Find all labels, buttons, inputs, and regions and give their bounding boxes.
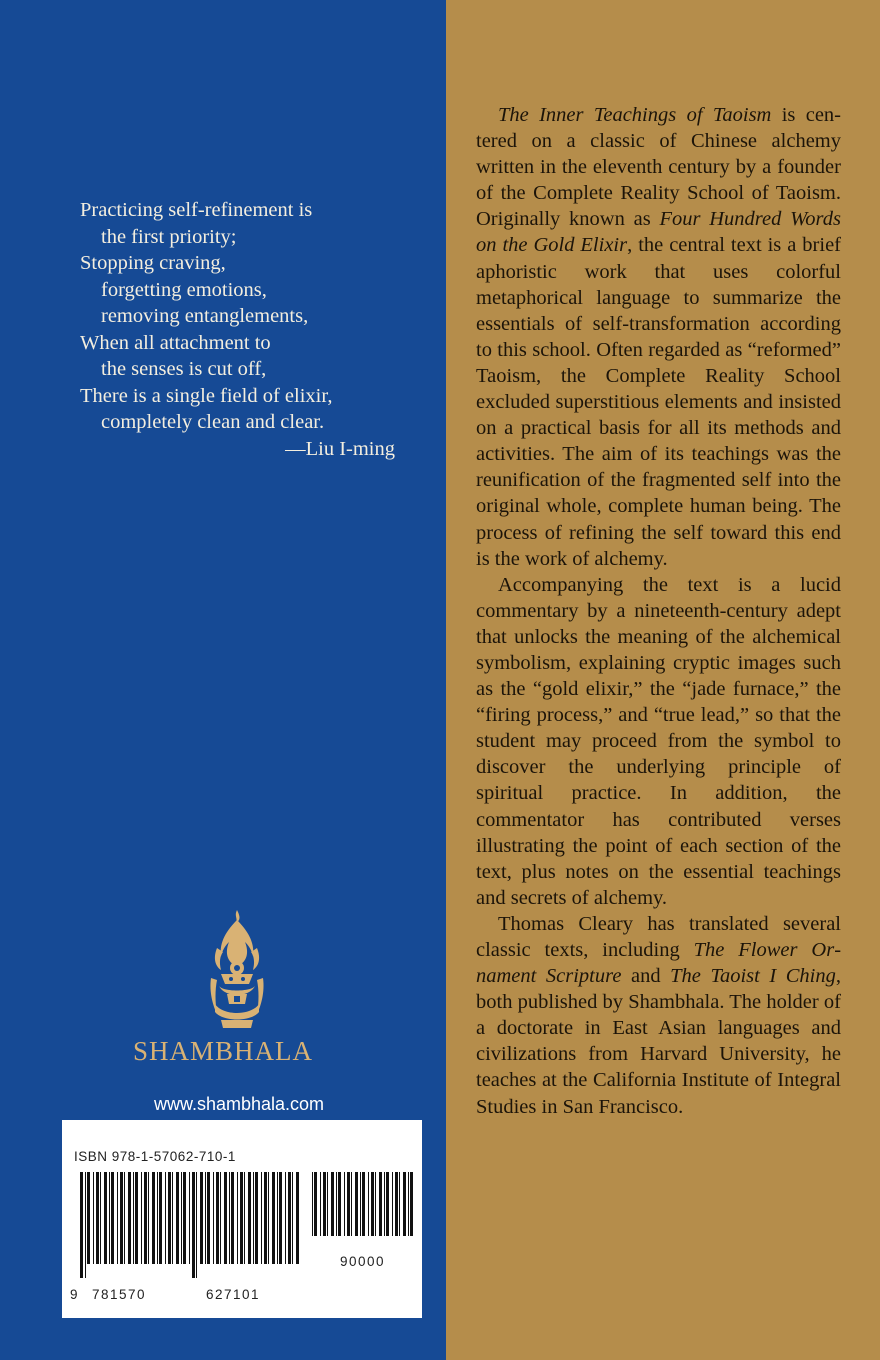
barcode-addon-bars: [312, 1172, 418, 1250]
barcode-bar: [216, 1172, 219, 1264]
barcode-bar: [327, 1172, 328, 1236]
barcode-bar: [368, 1172, 369, 1236]
original-title: Four Hundred Words on the Gold Elixir: [476, 208, 841, 257]
barcode-bar: [80, 1172, 83, 1278]
barcode-bar: [117, 1172, 118, 1264]
barcode-bar: [261, 1172, 262, 1264]
barcode-bar: [375, 1172, 376, 1236]
barcode-bar: [231, 1172, 234, 1264]
verse-line: completely clean and clear.: [101, 411, 325, 433]
barcode-bar: [399, 1172, 400, 1236]
barcode-bar: [240, 1172, 243, 1264]
translated-title-1: The Flower Ornament Scripture: [476, 939, 842, 988]
barcode-bar: [196, 1172, 197, 1278]
barcode-bar: [277, 1172, 278, 1264]
description-p3-text-b: , both published by Shambhala. The holder of a doctorate in East Asian languages and civilizations from Harvard University, he teaches at the California Institute of Integral Studies in San Francisco.: [476, 965, 841, 1118]
barcode-bar: [384, 1172, 385, 1236]
barcode-digits-group2: 627101: [206, 1287, 261, 1302]
barcode-bar: [96, 1172, 99, 1264]
barcode-bar: [144, 1172, 147, 1264]
barcode-bar: [220, 1172, 221, 1264]
verse-line: the first priority;: [101, 225, 237, 248]
verse-lines: [80, 197, 410, 436]
barcode-bar: [244, 1172, 245, 1264]
barcode-bar: [165, 1172, 166, 1264]
barcode-bar: [351, 1172, 352, 1236]
verse-line: the senses is cut off,: [101, 358, 267, 380]
verse-line: Stopping craving,: [80, 252, 226, 274]
barcode-bar: [360, 1172, 361, 1236]
barcode-bar: [362, 1172, 365, 1236]
barcode-bar: [320, 1172, 321, 1236]
barcode-bar: [379, 1172, 382, 1236]
barcode-bar: [85, 1172, 86, 1278]
barcode-bar: [176, 1172, 179, 1264]
description-p1-text-b: , the central text is a brief aphoristic work that uses colorful metaphorical language to summarize the essentials of self-transformation according to this school. Often regarded as “reformed” Taoism, the Complete Reality School excluded superstitious elements and insisted on a practical basis for all its methods and activities. The aim of its teachings was the reunification of the fragmented self into the original whole, complete human being. The process of refining the self toward this end is the work of alchemy.: [476, 234, 841, 570]
barcode-digits-group1: 781570: [92, 1287, 147, 1302]
barcode-bar: [205, 1172, 206, 1264]
barcode-bar: [386, 1172, 389, 1236]
publisher-website[interactable]: www.shambhala.com: [153, 1094, 325, 1114]
description-p3-and: and: [621, 965, 671, 988]
barcode-bar: [255, 1172, 258, 1264]
barcode-bar: [248, 1172, 251, 1264]
barcode-bar: [338, 1172, 341, 1236]
description-paragraph-3: [476, 911, 841, 1120]
barcode-bar: [336, 1172, 337, 1236]
barcode-bar: [104, 1172, 107, 1264]
barcode-bar: [159, 1172, 162, 1264]
barcode-bar: [224, 1172, 227, 1264]
verse-line: When all attachment to: [80, 331, 271, 354]
barcode-bar: [229, 1172, 230, 1264]
verse-line: forgetting emotions,: [101, 278, 267, 301]
barcode-bar: [288, 1172, 291, 1264]
barcode-bar: [168, 1172, 171, 1264]
book-title: The Inner Teachings of Taoism: [498, 104, 772, 126]
barcode-addon-digits: 90000: [340, 1254, 386, 1269]
isbn-barcode: [62, 1120, 422, 1318]
verse-line: removing entanglements,: [101, 305, 309, 327]
verse-line: There is a single field of elixir,: [80, 384, 333, 407]
barcode-bar: [272, 1172, 275, 1264]
barcode-bar: [183, 1172, 186, 1264]
barcode-bar: [355, 1172, 358, 1236]
barcode-bar: [128, 1172, 131, 1264]
barcode-bar: [392, 1172, 393, 1236]
publisher-name: SHAMBHALA: [132, 1036, 314, 1066]
barcode-bar: [403, 1172, 406, 1236]
barcode-bar: [331, 1172, 334, 1236]
verse-line: Practicing self-refinement is: [80, 199, 313, 221]
barcode-lead-digit: 9: [70, 1287, 80, 1302]
barcode-bar: [157, 1172, 158, 1264]
description-p3-text-a: Thomas Cleary has translated several classic texts, including: [476, 912, 841, 961]
barcode-bar: [189, 1172, 190, 1264]
barcode-bar: [200, 1172, 203, 1264]
translated-title-2: The Taoist I Ching: [670, 965, 836, 988]
description-paragraph-2: Accompanying the text is a lucid commentary by a nineteenth-century adept that unlocks the meaning of the alchemical symbolism, explaining cryptic images such as the “gold elixir,” the “jade furnace,” the “firing process,” and “true lead,” so that the student may proceed from the symbol to discover the underlying principle of spiritual practice. In addition, the commentator has contributed verses illustrating the point of each section of the text, plus notes on the essential teachings and secrets of alchemy.: [476, 573, 841, 909]
barcode-bar: [323, 1172, 326, 1236]
barcode-bar: [135, 1172, 138, 1264]
barcode-bar: [93, 1172, 94, 1264]
barcode-bar: [111, 1172, 114, 1264]
shambhala-flame-emblem-icon: [207, 908, 267, 1030]
barcode-bar: [347, 1172, 350, 1236]
barcode-bar: [344, 1172, 345, 1236]
barcode-bar: [148, 1172, 149, 1264]
barcode-bar: [408, 1172, 409, 1236]
verse-attribution: —Liu I-ming: [285, 437, 395, 460]
barcode-bar: [268, 1172, 269, 1264]
barcode-bar: [120, 1172, 123, 1264]
barcode-bar: [109, 1172, 110, 1264]
barcode-bar: [264, 1172, 267, 1264]
barcode-bar: [395, 1172, 398, 1236]
barcode-bar: [172, 1172, 173, 1264]
epigraph-verse: [80, 197, 410, 462]
barcode-bar: [133, 1172, 134, 1264]
barcode-bar: [237, 1172, 238, 1264]
barcode-bar: [213, 1172, 214, 1264]
barcode-bar: [253, 1172, 254, 1264]
description-paragraph-1: [476, 102, 841, 572]
barcode-bar: [181, 1172, 182, 1264]
barcode-bar: [124, 1172, 125, 1264]
barcode-bar: [285, 1172, 286, 1264]
isbn-text: ISBN 978-1-57062-710-1: [74, 1149, 236, 1164]
book-description: [476, 102, 841, 1120]
barcode-bar: [410, 1172, 413, 1236]
barcode-bar: [207, 1172, 210, 1264]
barcode-bar: [152, 1172, 155, 1264]
barcode-bar: [312, 1172, 313, 1236]
barcode-bar: [296, 1172, 299, 1264]
barcode-main-bars: [80, 1172, 302, 1278]
description-p1-text-a: is centered on a classic of Chinese alchemy written in the eleventh century by a founder of the Complete Reality School of Taoism. Originally known as: [476, 104, 841, 231]
barcode-bar: [192, 1172, 195, 1278]
barcode-bar: [279, 1172, 282, 1264]
barcode-bar: [314, 1172, 317, 1236]
barcode-bar: [87, 1172, 90, 1264]
barcode-bar: [141, 1172, 142, 1264]
barcode-bar: [100, 1172, 101, 1264]
barcode-bar: [292, 1172, 293, 1264]
barcode-bar: [371, 1172, 374, 1236]
